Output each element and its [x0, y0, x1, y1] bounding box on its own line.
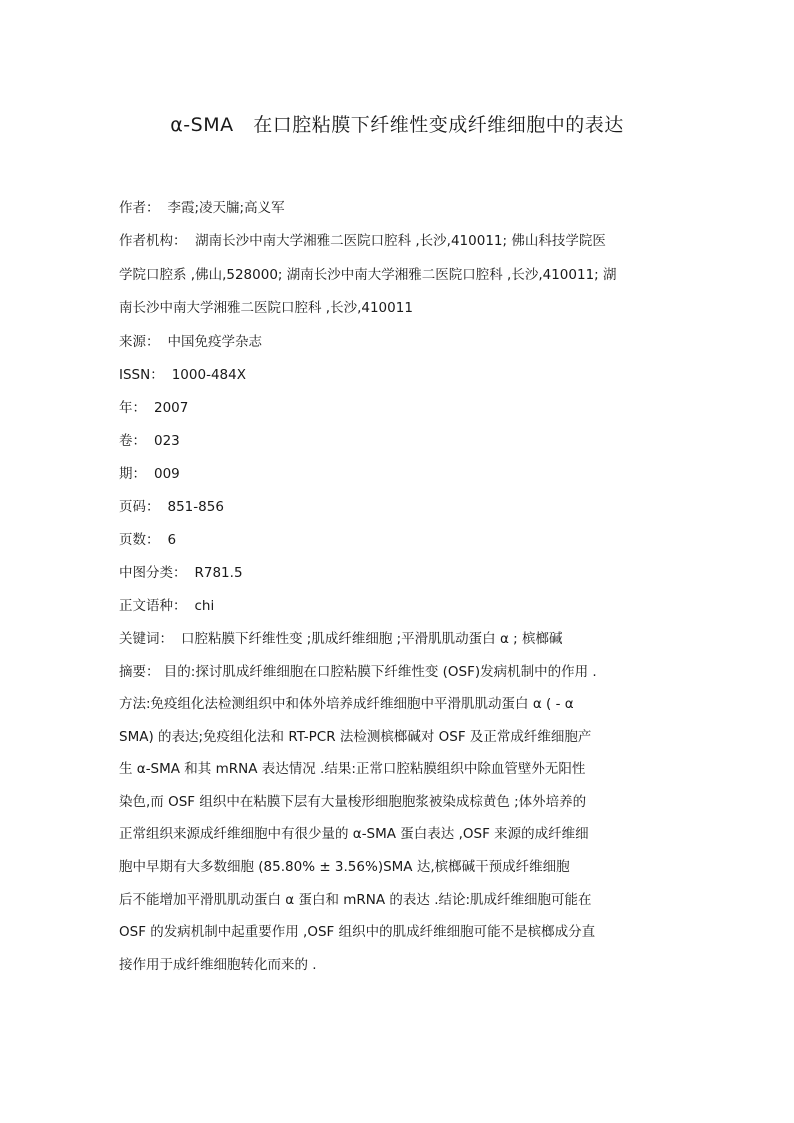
issn-row — [119, 359, 679, 392]
org-line-2: 学院口腔系 ,佛山,528000; 湖南长沙中南大学湘雅二医院口腔科 ,长沙,410011; 湖 — [119, 266, 617, 283]
language-value: chi — [194, 597, 215, 614]
metadata-block — [119, 192, 679, 981]
classification-label: 中图分类： — [119, 564, 187, 581]
authors-row — [119, 192, 679, 225]
org-line-3: 南长沙中南大学湘雅二医院口腔科 ,长沙,410011 — [119, 300, 413, 316]
issn-value: 1000-484X — [171, 366, 246, 383]
abstract-line-2: 方法:免疫组化法检测组织中和体外培养成纤维细胞中平滑肌肌动蛋白 α ( - α — [119, 696, 574, 713]
abstract-line-3: SMA) 的表达;免疫组化法和 RT-PCR 法检测槟榔碱对 OSF 及正常成纤维细胞产 — [119, 728, 592, 745]
volume-row — [119, 425, 679, 458]
abstract-label: 摘要： — [119, 663, 160, 680]
issue-value: 009 — [154, 465, 180, 482]
volume-value: 023 — [154, 432, 180, 449]
org-text-1: 湖南长沙中南大学湘雅二医院口腔科 ,长沙,410011; 佛山科技学院医 — [195, 233, 606, 249]
source-value: 中国免疫学杂志 — [167, 333, 262, 350]
org-label: 作者机构： — [119, 233, 187, 249]
keywords-row — [119, 623, 679, 656]
abstract-line-9: OSF 的发病机制中起重要作用 ,OSF 组织中的肌成纤维细胞可能不是槟榔成分直 — [119, 924, 596, 941]
pages-value: 851-856 — [167, 498, 224, 515]
abstract-line-1 — [119, 656, 679, 689]
abstract-block — [119, 656, 679, 982]
classification-row — [119, 557, 679, 590]
authors-value: 李霞;凌天牖;高义军 — [167, 200, 285, 216]
abstract-line-7: 胞中早期有大多数细胞 (85.80% ± 3.56%)SMA 达,槟榔碱干预成纤维细胞 — [119, 859, 570, 876]
pages-label: 页码： — [119, 498, 160, 515]
keywords-label: 关键词： — [119, 630, 173, 647]
year-row — [119, 392, 679, 425]
year-value: 2007 — [154, 399, 189, 416]
keywords-value: 口腔粘膜下纤维性变 ;肌成纤维细胞 ;平滑肌肌动蛋白 α ; 槟榔碱 — [181, 630, 563, 647]
abstract-line-8: 后不能增加平滑肌肌动蛋白 α 蛋白和 mRNA 的表达 .结论:肌成纤维细胞可能在 — [119, 891, 592, 908]
abstract-line-5: 染色,而 OSF 组织中在粘膜下层有大量梭形细胞胞浆被染成棕黄色 ;体外培养的 — [119, 793, 587, 810]
page-count-row — [119, 524, 679, 557]
org-row — [119, 225, 679, 326]
issue-label: 期： — [119, 465, 146, 482]
language-row — [119, 590, 679, 623]
page-title: α-SMA 在口腔粘膜下纤维性变成纤维细胞中的表达 — [170, 114, 624, 136]
authors-label: 作者： — [119, 200, 160, 216]
classification-value: R781.5 — [194, 564, 243, 581]
org-line-1 — [119, 225, 679, 259]
language-label: 正文语种： — [119, 597, 187, 614]
abstract-text-1: 目的:探讨肌成纤维细胞在口腔粘膜下纤维性变 (OSF)发病机制中的作用 . — [163, 663, 597, 680]
page-count-label: 页数： — [119, 531, 160, 548]
abstract-line-4: 生 α-SMA 和其 mRNA 表达情况 .结果:正常口腔粘膜组织中除血管壁外无阳性 — [119, 761, 586, 778]
volume-label: 卷： — [119, 432, 146, 449]
issn-label: ISSN： — [119, 366, 164, 383]
issue-row — [119, 458, 679, 491]
source-label: 来源： — [119, 333, 160, 350]
year-label: 年： — [119, 399, 146, 416]
abstract-line-6: 正常组织来源成纤维细胞中有很少量的 α-SMA 蛋白表达 ,OSF 来源的成纤维细 — [119, 826, 589, 843]
abstract-line-10: 接作用于成纤维细胞转化而来的 . — [119, 956, 317, 973]
source-row — [119, 326, 679, 359]
page-count-value: 6 — [167, 531, 177, 548]
pages-row — [119, 491, 679, 524]
